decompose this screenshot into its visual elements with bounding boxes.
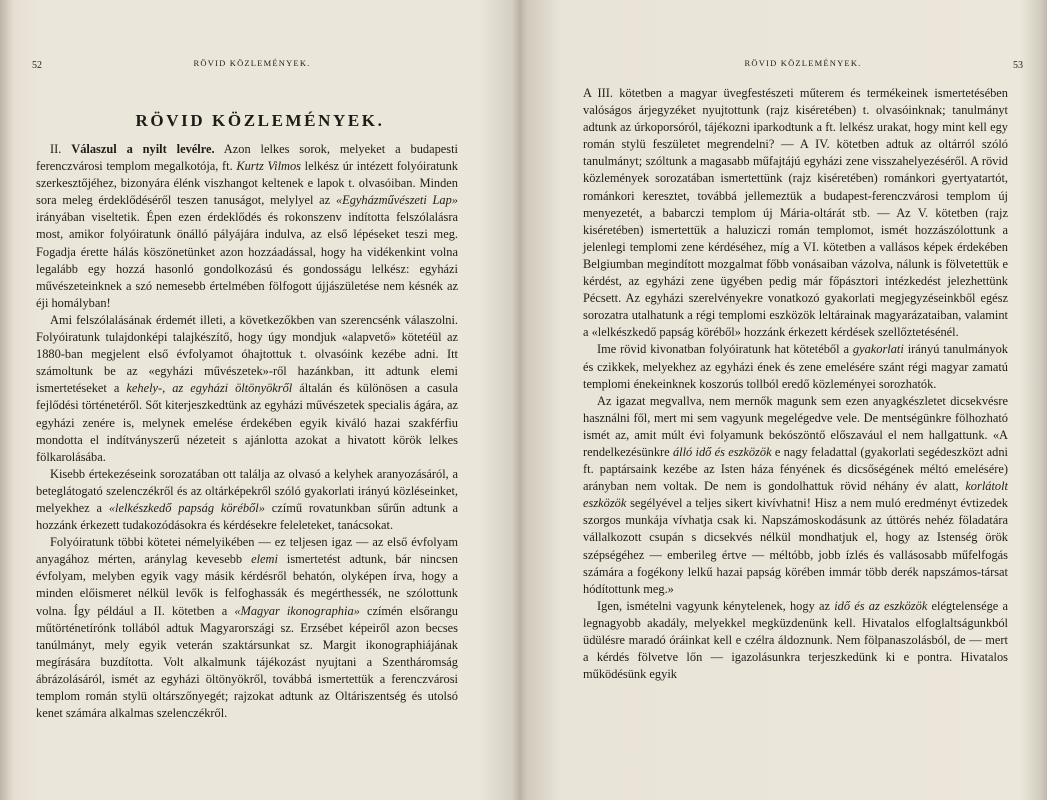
paragraph: [583, 341, 1008, 392]
italic-term: «Magyar ikonographia»: [234, 603, 360, 618]
text-run: ismertetést adtunk, bár nincsen évfolyam, melyben egyik vagy másik kérdésről behatón, olyképen írva, hogy a minden előismeret nélkül levők is felfoghassák és megérthessék, ne szólottunk volna. Így például a II. kötetben a: [36, 552, 458, 618]
text-run: elégtelensége a legnagyobb akadály, melyekkel megküzdenünk kell. Hivatalos elfoglaltságunkból üdülésre maradó óráinkat kell e czélra áldoznunk. Nem fölpanaszolásból, de — mert a kérdés fölvetve lőn — igazolásunkra terjeszkedünk ki e pontra. Hivatalos működésünk egyik: [583, 598, 1008, 682]
italic-name: Kurtz Vilmos: [236, 159, 302, 174]
italic-term: korlátolt eszközök: [583, 479, 1008, 511]
text-run: e nagy feladattal (gyakorlati segédeszközt adni ft. paptársaink kezébe az Isten háza fényének és dicsőségének méltó emelésére) arányban nem voltak. De nem is gondolhattuk rövid néhány év alatt,: [583, 444, 1008, 494]
text-run: lelkész úr intézett folyóiratunk szerkesztőjéhez, bizonyára élénk viszhangot keltenek e lapok t. olvasóiban. Minden sora meleg érdeklődéséről teszen tanuságot, melylyel az: [36, 159, 458, 208]
left-running-head: [32, 58, 472, 72]
italic-term: idő és az eszközök: [834, 598, 928, 613]
section-heading: Válaszul a nyilt levélre.: [71, 142, 215, 156]
text-run: A III. kötetben a magyar üvegfestészeti műterem és termékeinek ismertetésében valóságos árjegyzéket nyujtottunk (rajz kiséretében) t. olvasóinknak; tanulmányt adtunk az úrkoporsóról, tájékozni iparkodtunk a ft. lelkész urakat, hogy mint kell egy román stylü feszületet megrendelni? — A IV. kötetben adtuk az oltárról szóló tanulmányt; szóltunk a magasabb műfajtájú egyházi zene visszahelyezéséről. A rövid közlemények sorozatában ismertettünk (rajz kiséretében) románkori gyertyatartót, románkori keresztet, továbbá jellemeztük a budapest-ferenczvárosi templom új menyezetét, a babarczi templom új Mária-oltárát stb. — Az V. kötetben (rajz kiséretében) ismertettük a haluziczi román templomot, ismét hozzászólottunk a jelenlegi templomi zene kérdéséhez, míg a VI. kötetben a vallásos képek érdekében Belgiumban megindított mozgalmat főbb vonásaiban vázolva, nálunk is fölvetettük e kérdést, az egyházi zene ügyében pedig már főpásztori intézkedést jelezhettünk Pécsett. Az egyházi szerelvényekre vonatkozó gyakorlati megjegyzéseinkből egész sorozatra utalhatunk a régi templomi eszközök leltárainak magyarázataiban, valamint a «lelkészkedő papság köréből» hozzánk érkezett kérdések szellőztetésénél.: [583, 86, 1008, 340]
left-page-number: 52: [32, 60, 42, 71]
left-running-title: RÖVID KÖZLEMÉNYEK.: [193, 58, 311, 68]
text-run: irányában viseltetik. Épen ezen érdeklődés és rokonszenv indította felszólalásra most, amikor folyóiratunk önálló pályájára indulva, az első lépéseket teszi meg. Fogadja érette hálás köszönetünket azon hozzáadással, hogy ha vidékenkint volna legalább egy hozzá hasonló gondolkozású és gondosságu lelkész: egyházi művészeteinknek a szó nemesebb értelmében fölfogott újjászületése nem késnék az éji homályban!: [36, 210, 458, 310]
right-running-head: [583, 58, 1023, 72]
paragraph: [583, 393, 1008, 598]
right-body: [583, 85, 1008, 683]
paragraph: [36, 141, 458, 312]
text-run: általán és különösen a casula fejlődési történetéről. Sőt kiterjeszkedtünk az egyházi művészetek specialis ágára, az egyházi zenére is, melynek emelése érdekében egyik kiváló hazai szakférfiu mondotta el indítványszerű nézeteit s ajánlotta azokat a hivatott körök lelkes fölkarolásába.: [36, 381, 458, 464]
right-page: [527, 0, 1047, 800]
section-number: II.: [50, 142, 62, 156]
italic-journal: «Egyházművészeti Lap»: [335, 193, 458, 208]
italic-term: kehely-, az egyházi öltönyökről: [126, 381, 293, 396]
text-run: irányú tanulmányok és czikkek, melyekhez az egyházi ének és zene emelésére szánt régi magyar zamatú templomi énekeinknek koszorús tollból eredő közleményei sorozhatók.: [583, 342, 1008, 391]
paragraph: [583, 598, 1008, 683]
text-run: czímén elsőrangu műtörténetírónk tollából adtuk Magyarországi sz. Erzsébet képeiről azon becses tanúlmányt, mely egyik veterán szaktársunkat sz. Margit ikonographiájának megírására buzdította. Volt alkalmunk tájékozást nyujtani a Szentháromság ábrázolásáról, ismét az egyházi öltönyökről, továbbá ismertettük a ferenczvárosi templom román stylü oltárszőnyegét; rajzokat adtunk az Oltáriszentség és utolsó kenet számára alkalmas szelenczékről.: [36, 603, 458, 721]
text-run: Az igazat megvallva, nem mernők magunk sem ezen anyagkészletet dicsekvésre használni fől, mert mi sem vagyunk megelégedve vele. De mentségünkre fölhozható ismét az, amit múlt évi folyamunk bekószöntő előszavául el nem hallgattunk. «A rendelkezésünkre: [583, 393, 1008, 459]
text-run: Folyóiratunk többi kötetei némelyikében — ez teljesen igaz — az első évfolyam anyagához mérten, aránylag kevesebb: [36, 535, 458, 567]
right-running-title: RÖVID KÖZLEMÉNYEK.: [744, 58, 862, 68]
text-run: Kisebb értekezéseink sorozatában ott találja az olvasó a kelyhek aranyozásáról, a beteglátogató szelenczékről és az oltárképekről szóló gyakorlati irányú közléseinket, melyekhez a: [36, 466, 458, 515]
italic-rubric: «lelkészkedő papság köréből»: [108, 500, 265, 515]
text-run: segélyével a teljes sikert kivívhatni! Hisz a nem muló eredményt évtizedek szorgos munkája vívhatja csak ki. Napszámoskodásunk az úttörés nehéz föladatára vállalkozott csupán s dicsekvés nélkül mondhatjuk el, hogy az Istenség örök szépségéhez — emberileg értve — méltóbb, jobb ízlés és vallásosabb műfelfogás számára a fogékony lelkű hazai papság körében immár több derék napszámos-társat hódítottunk meg.»: [583, 496, 1008, 596]
text-run: Ami felszólalásának érdemét illeti, a következőkben van szerencsénk válaszolni. Folyóiratunk tulajdonképi talajkészítő, hogy úgy mondjuk «alapvető» kötetéül az 1880-ban megjelent első évfolyamot óhajtottuk t. olvasóink kezébe adni. Itt számoltunk be az «egyházi művészetek»-ről hazánkban, itt adtunk elemi ismertetéseket a: [36, 312, 458, 396]
text-run: Ime rövid kivonatban folyóiratunk hat kötetéből a: [597, 342, 849, 357]
left-page: [0, 0, 520, 800]
paragraph: [583, 85, 1008, 341]
italic-term: álló idő és eszközök: [672, 444, 772, 459]
italic-term: gyakorlati: [852, 342, 904, 357]
text-run: Igen, ismételni vagyunk kénytelenek, hogy az: [597, 598, 830, 613]
article-title: RÖVID KÖZLEMÉNYEK.: [135, 111, 385, 130]
text-run: czímű rovatunkban sűrűn adtunk a hozzánk érkezett tudakozódásokra és kérdésekre feleleteket, tanácsokat.: [36, 500, 458, 533]
italic-term: elemi: [251, 552, 278, 567]
right-page-number: 53: [1013, 60, 1023, 71]
text-run: Azon lelkes sorok, melyeket a budapesti ferenczvárosi templom megalkotója, ft.: [36, 142, 458, 174]
paragraph: [36, 534, 458, 722]
paragraph: [36, 466, 458, 534]
left-body: [36, 141, 458, 722]
paragraph: [36, 312, 458, 466]
